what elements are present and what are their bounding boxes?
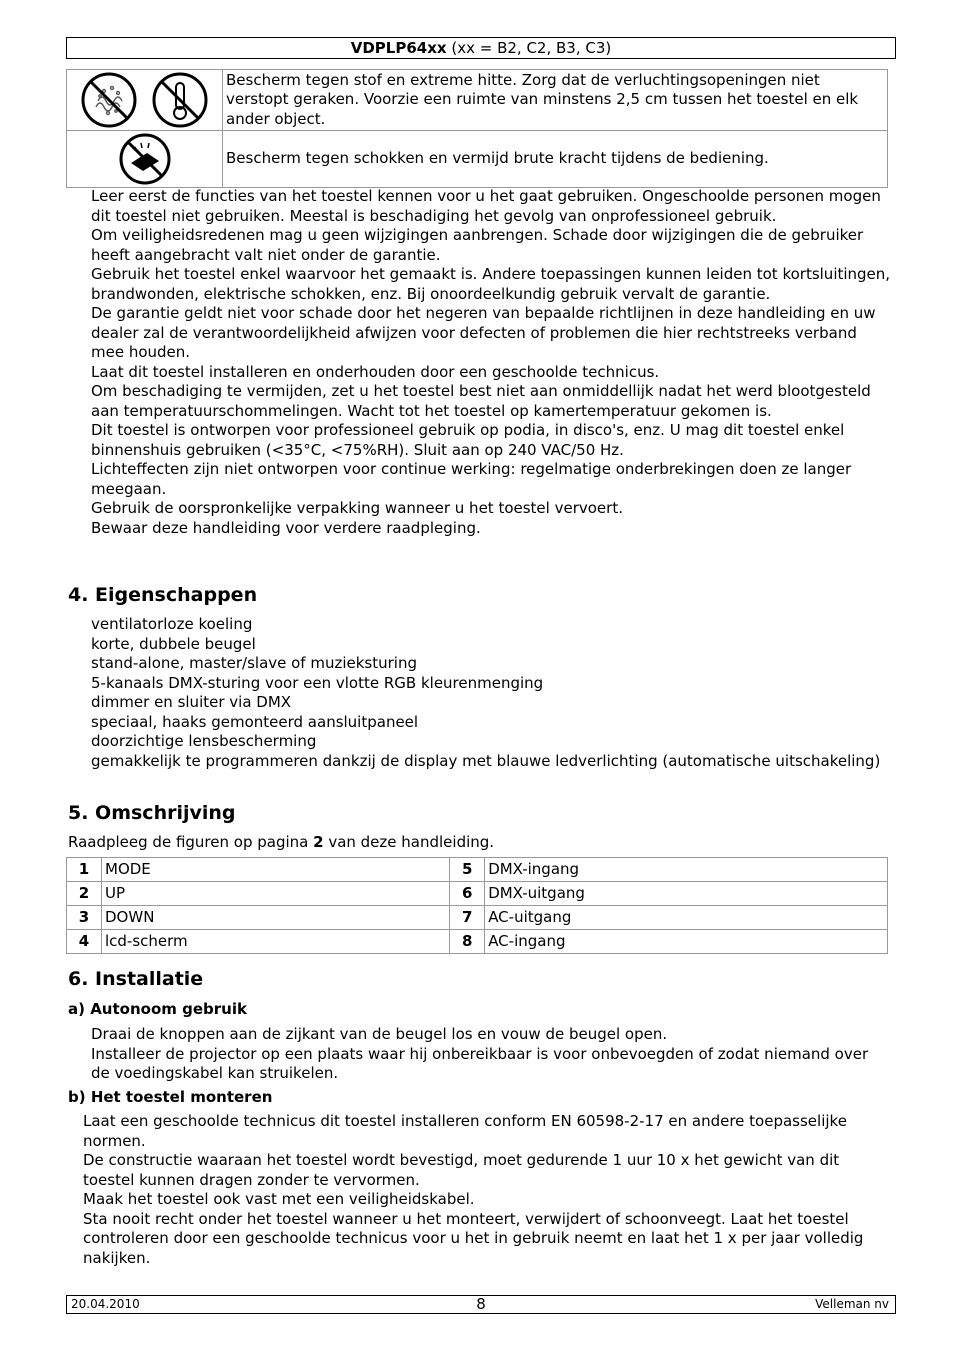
safety-paragraph: Laat dit toestel installeren en onderhouden door een geschoolde technicus. [91, 362, 660, 381]
features-list [91, 615, 891, 771]
list-item: ventilatorloze koeling [91, 615, 253, 633]
table-row: 3 DOWN 7 AC-uitgang [67, 906, 888, 930]
list-item: gemakkelijk te programmeren dankzij de display met blauwe ledverlichting (automatische uitschakeling) [91, 751, 881, 770]
warning-row [67, 70, 888, 131]
safety-guidelines [91, 187, 891, 538]
paragraph: Installeer de projector op een plaats waar hij onbereikbaar is voor onbevoegden of zodat niemand over de voedingskabel kan struikelen. [91, 1044, 869, 1082]
paragraph: Laat een geschoolde technicus dit toestel installeren conform EN 60598-2-17 en andere toepasselijke normen. [83, 1112, 847, 1150]
model-variants: (xx = B2, C2, B3, C3) [451, 39, 612, 57]
section-heading-description: 5. Omschrijving [68, 802, 236, 824]
warning-text: Bescherm tegen schokken en vermijd brute kracht tijdens de bediening. [223, 131, 888, 188]
paragraph: Sta nooit recht onder het toestel wanneer u het monteert, verwijdert of schoonveegt. Laat het toestel controleren door een geschoolde technicus voor u het in gebruik neemt en laat het 1 x per jaar volledig nakijken. [83, 1209, 864, 1267]
page-number: 8 [476, 1295, 486, 1313]
table-row: 1 MODE 5 DMX-ingang [67, 858, 888, 882]
list-item: dimmer en sluiter via DMX [91, 693, 292, 711]
safety-paragraph: Om veiligheidsredenen mag u geen wijzigingen aanbrengen. Schade door wijzigingen die de gebruiker heeft aangebracht valt niet onder de garantie. [91, 226, 864, 264]
document-header [66, 37, 896, 59]
warning-text: Bescherm tegen stof en extreme hitte. Zorg dat de verluchtingsopeningen niet verstopt geraken. Voorzie een ruimte van minstens 2,5 cm tussen het toestel en elk ander object. [223, 70, 888, 131]
footer-date: 20.04.2010 [71, 1297, 140, 1311]
paragraph: Draai de knoppen aan de zijkant van de beugel los en vouw de beugel open. [91, 1025, 668, 1043]
shock-prohibited-icon [117, 150, 173, 168]
list-item: 5-kanaals DMX-sturing voor een vlotte RGB kleurenmenging [91, 673, 544, 692]
section-heading-installation: 6. Installatie [68, 968, 204, 990]
section-heading-features: 4. Eigenschappen [68, 584, 258, 606]
safety-paragraph: Dit toestel is ontworpen voor professioneel gebruik op podia, in disco's, enz. U mag dit toestel enkel binnenshuis gebruiken (<35°C, <75%RH). Sluit aan op 240 VAC/50 Hz. [91, 421, 845, 459]
model-name: VDPLP64xx [350, 39, 447, 57]
parts-table [66, 857, 888, 954]
safety-paragraph: Gebruik het toestel enkel waarvoor het gemaakt is. Andere toepassingen kunnen leiden tot kortsluitingen, brandwonden, elektrische schokken, enz. Bij onoordeelkundig gebruik vervalt de garantie. [91, 265, 891, 303]
safety-paragraph: Lichteffecten zijn niet ontworpen voor continue werking: regelmatige onderbrekingen doen ze langer meegaan. [91, 460, 852, 498]
safety-paragraph: Om beschadiging te vermijden, zet u het toestel best niet aan onmiddellijk nadat het werd blootgesteld aan temperatuurschommelingen. Wacht tot het toestel op kamertemperatuur gekomen is. [91, 382, 871, 420]
list-item: doorzichtige lensbescherming [91, 732, 317, 750]
safety-paragraph: De garantie geldt niet voor schade door het negeren van bepaalde richtlijnen in deze handleiding en uw dealer zal de verantwoordelijkheid afwijzen voor defecten of problemen die hier rechtstreeks verband mee houden. [91, 304, 876, 361]
paragraph: De constructie waaraan het toestel wordt bevestigd, moet gedurende 1 uur 10 x het gewicht van dit toestel kunnen dragen zonder te vervormen. [83, 1151, 840, 1189]
table-row: 2 UP 6 DMX-uitgang [67, 882, 888, 906]
footer-company: Velleman nv [815, 1297, 889, 1311]
subheading-mounting: b) Het toestel monteren [68, 1088, 273, 1106]
list-item: korte, dubbele beugel [91, 634, 256, 653]
warning-table [66, 69, 888, 188]
subheading-standalone: a) Autonoom gebruik [68, 1000, 247, 1018]
table-row: 4 lcd-scherm 8 AC-ingang [67, 930, 888, 954]
list-item: speciaal, haaks gemonteerd aansluitpaneel [91, 712, 419, 731]
page-footer [66, 1295, 896, 1314]
heat-prohibited-icon [151, 91, 209, 109]
safety-paragraph: Bewaar deze handleiding voor verdere raadpleging. [91, 518, 481, 537]
list-item: stand-alone, master/slave of muzieksturing [91, 654, 418, 672]
dust-prohibited-icon [80, 91, 143, 109]
page-reference: 2 [313, 833, 324, 851]
standalone-text [91, 1025, 891, 1084]
description-intro: Raadpleeg de figuren op pagina 2 van deze handleiding. [68, 833, 495, 851]
safety-paragraph: Leer eerst de functies van het toestel kennen voor u het gaat gebruiken. Ongeschoolde personen mogen dit toestel niet gebruiken. Meestal is beschadiging het gevolg van onprofessioneel gebruik. [91, 187, 881, 225]
mounting-text [83, 1112, 891, 1268]
safety-paragraph: Gebruik de oorspronkelijke verpakking wanneer u het toestel vervoert. [91, 499, 623, 517]
warning-row [67, 131, 888, 188]
paragraph: Maak het toestel ook vast met een veiligheidskabel. [83, 1190, 475, 1208]
